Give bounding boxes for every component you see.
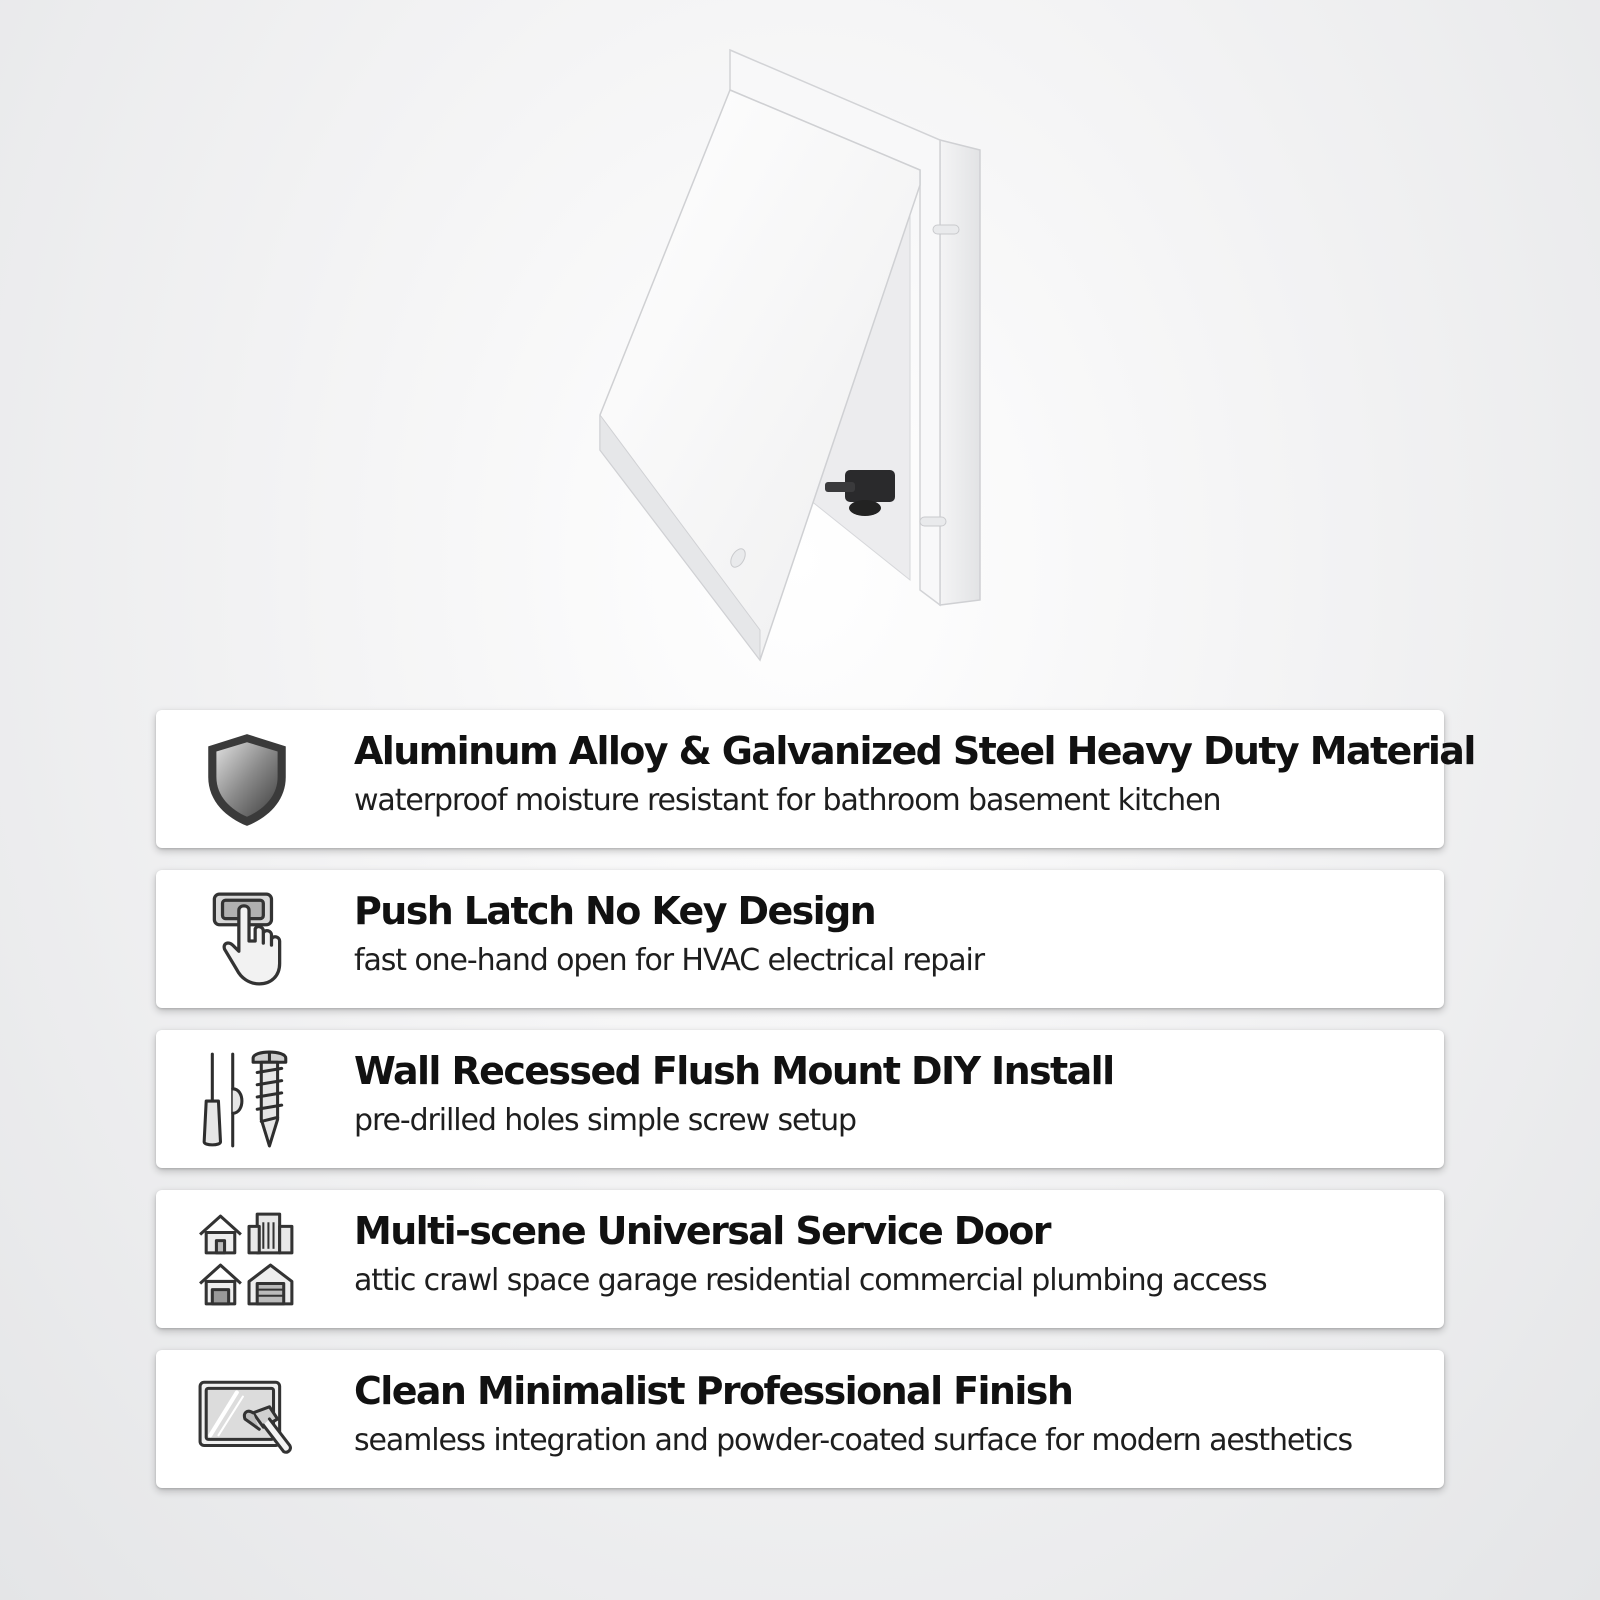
- feature-card-latch: [156, 870, 1444, 1008]
- feature-title: Wall Recessed Flush Mount DIY Install: [354, 1049, 1114, 1093]
- feature-subtitle: pre-drilled holes simple screw setup: [354, 1102, 856, 1138]
- shield-icon: [196, 728, 298, 830]
- feature-title: Clean Minimalist Professional Finish: [354, 1369, 1073, 1413]
- feature-subtitle: fast one-hand open for HVAC electrical repair: [354, 942, 984, 978]
- buildings-icon: [196, 1208, 298, 1310]
- feature-title: Aluminum Alloy & Galvanized Steel Heavy Duty Material: [354, 729, 1475, 773]
- feature-card-material: [156, 710, 1475, 848]
- access-panel-illustration: [560, 30, 1020, 690]
- feature-title: Multi-scene Universal Service Door: [354, 1209, 1050, 1253]
- feature-subtitle: seamless integration and powder-coated surface for modern aesthetics: [354, 1422, 1353, 1458]
- feature-card-install: [156, 1030, 1444, 1168]
- feature-subtitle: waterproof moisture resistant for bathroom basement kitchen: [354, 782, 1221, 818]
- feature-title: Push Latch No Key Design: [354, 889, 876, 933]
- access-panel-image: [560, 30, 1020, 690]
- feature-subtitle: attic crawl space garage residential commercial plumbing access: [354, 1262, 1267, 1298]
- panel-paintbrush-icon: [196, 1368, 298, 1470]
- feature-card-multi-scene: [156, 1190, 1444, 1328]
- feature-list: [156, 710, 1475, 1510]
- feature-card-finish: [156, 1350, 1444, 1488]
- push-button-hand-icon: [196, 888, 298, 990]
- screwdriver-screw-icon: [196, 1048, 298, 1150]
